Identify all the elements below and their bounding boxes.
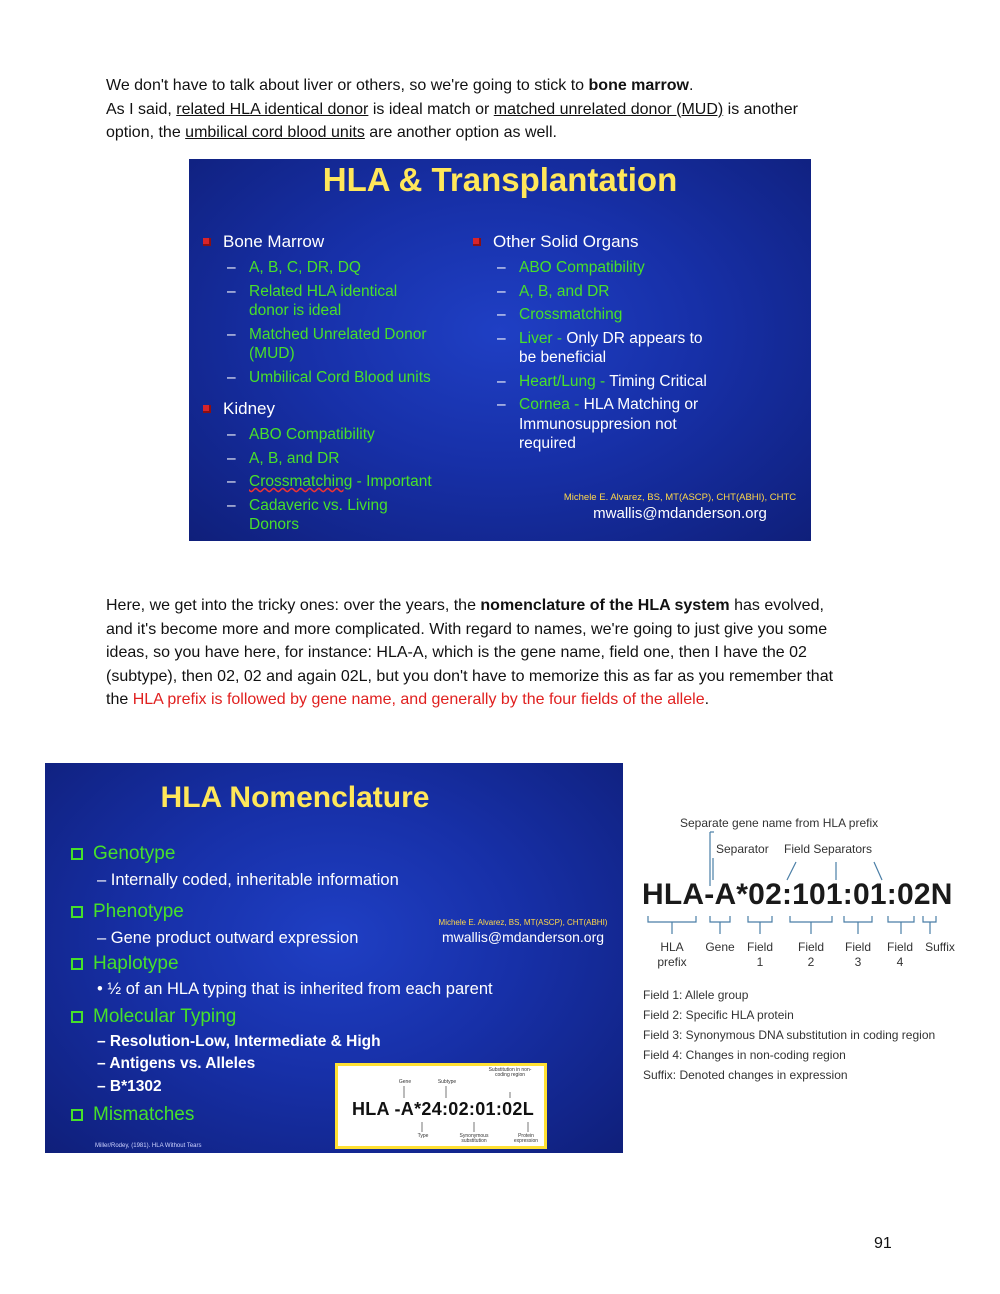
slide1-right-column xyxy=(471,232,801,458)
list-item: – A, B, and DR xyxy=(227,449,340,467)
diagram-separator-label: Separator xyxy=(716,842,769,856)
diagram-allele: HLA-A*02:101:01:02N xyxy=(642,878,953,911)
list-item: – Cornea - HLA Matching or Immunosuppresion not required xyxy=(497,396,699,452)
molecular-typing-item: Molecular Typing xyxy=(71,1006,236,1028)
inset-subtype-label: Subtype xyxy=(437,1079,457,1085)
para2-line2: and it's become more and more complicated. With regard to names, we're going to just give you some xyxy=(106,620,828,638)
para1-line1: We don't have to talk about liver or others, so we're going to stick to bone marrow. xyxy=(106,77,694,94)
intro-paragraph xyxy=(106,74,906,145)
slide-hla-transplantation xyxy=(189,159,811,541)
phenotype-item: Phenotype xyxy=(71,901,184,923)
other-organs-heading: Other Solid Organs xyxy=(493,232,639,251)
haplotype-desc: • ½ of an HLA typing that is inherited from each parent xyxy=(97,980,493,998)
slide-hla-nomenclature xyxy=(45,763,623,1153)
list-item: – Related HLA identical donor is ideal xyxy=(227,282,398,319)
list-item: – ABO Compatibility xyxy=(497,259,645,276)
slide2-footer: Miller/Rodey, (1981). HLA Without Tears xyxy=(95,1143,202,1149)
list-item: – Umbilical Cord Blood units xyxy=(227,368,431,386)
slide2-title: HLA Nomenclature xyxy=(160,781,430,814)
diagram-label-field1: Field 1 xyxy=(746,940,773,969)
para2-line1: Here, we get into the tricky ones: over the years, the nomenclature of the HLA system has evolved, xyxy=(106,597,824,614)
bone-marrow-heading: Bone Marrow xyxy=(223,232,325,251)
list-item: – A, B, and DR xyxy=(497,282,610,300)
list-item: – Heart/Lung - Timing Critical xyxy=(497,372,707,390)
molecular-desc-1: – Resolution-Low, Intermediate & High xyxy=(97,1033,381,1050)
nomenclature-paragraph xyxy=(106,594,896,712)
diagram-label-field2: Field 2 xyxy=(797,940,824,969)
genotype-desc: – Internally coded, inheritable information xyxy=(97,871,399,889)
molecular-desc-3: – B*1302 xyxy=(97,1078,162,1095)
checkbox-bullet-icon xyxy=(71,958,83,970)
para2-line5: the HLA prefix is followed by gene name, and generally by the four fields of the allele. xyxy=(106,691,710,708)
haplotype-item: Haplotype xyxy=(71,953,179,975)
checkbox-bullet-icon xyxy=(71,906,83,918)
checkbox-bullet-icon xyxy=(71,848,83,860)
kidney-heading: Kidney xyxy=(223,399,275,418)
bullet-square-icon xyxy=(473,238,481,246)
list-item: – Crossmatching - Important xyxy=(227,473,432,490)
diagram-label-gene: Gene xyxy=(705,940,735,954)
inset-synonymous-label: Synonymous substitution xyxy=(459,1133,489,1144)
inset-allele: HLA -A*24:02:01:02L xyxy=(351,1099,535,1119)
inset-substitution-label: Substitution in non-coding region xyxy=(488,1067,532,1078)
para1-line3: option, the umbilical cord blood units are another option as well. xyxy=(106,124,557,141)
diagram-def-field3: Field 3: Synonymous DNA substitution in coding region xyxy=(643,1028,936,1042)
diagram-def-field2: Field 2: Specific HLA protein xyxy=(643,1008,794,1022)
list-item: – A, B, C, DR, DQ xyxy=(227,259,361,276)
mismatches-item: Mismatches xyxy=(71,1104,194,1126)
diagram-label-prefix: HLA prefix xyxy=(657,940,687,969)
diagram-field-separators-label: Field Separators xyxy=(784,842,873,856)
diagram-label-field4: Field 4 xyxy=(886,940,913,969)
diagram-def-suffix: Suffix: Denoted changes in expression xyxy=(643,1068,848,1082)
slide1-left-column xyxy=(201,232,461,539)
bullet-square-icon xyxy=(203,238,211,246)
genotype-item: Genotype xyxy=(71,843,175,865)
list-item: – Liver - Only DR appears to be beneficial xyxy=(497,329,703,366)
para2-line4: (subtype), then 02, 02 and again 02L, but you don't have to memorize this as far as you remember that xyxy=(106,667,834,685)
diagram-top-label: Separate gene name from HLA prefix xyxy=(680,816,879,830)
inset-protein-label: Protein expression xyxy=(513,1133,539,1144)
list-item: – Cadaveric vs. Living Donors xyxy=(227,496,388,533)
diagram-label-suffix: Suffix xyxy=(925,940,955,954)
page-number: 91 xyxy=(874,1235,892,1252)
slide2-email: mwallis@mdanderson.org xyxy=(441,929,605,945)
slide1-email: mwallis@mdanderson.org xyxy=(593,505,767,522)
molecular-desc-2: – Antigens vs. Alleles xyxy=(97,1055,256,1072)
para2-line3: ideas, so you have here, for instance: HLA-A, which is the gene name, field one, then I have the 02 xyxy=(106,644,807,661)
slide2-credit: Michele E. Alvarez, BS, MT(ASCP), CHT(ABHI) xyxy=(438,918,608,927)
inset-type-label: Type xyxy=(417,1133,429,1139)
checkbox-bullet-icon xyxy=(71,1109,83,1121)
list-item: – ABO Compatibility xyxy=(227,426,375,443)
checkbox-bullet-icon xyxy=(71,1011,83,1023)
diagram-label-field3: Field 3 xyxy=(844,940,871,969)
list-item: – Crossmatching xyxy=(497,306,623,323)
inset-gene-label: Gene xyxy=(398,1079,412,1085)
slide1-title: HLA & Transplantation xyxy=(322,161,678,198)
allele-example-box xyxy=(335,1063,547,1149)
list-item: – Matched Unrelated Donor (MUD) xyxy=(227,325,427,362)
para1-line2: As I said, related HLA identical donor is ideal match or matched unrelated donor (MUD) is another xyxy=(106,100,798,118)
allele-nomenclature-diagram xyxy=(640,810,980,1100)
diagram-def-field1: Field 1: Allele group xyxy=(643,988,749,1002)
bullet-square-icon xyxy=(203,405,211,413)
diagram-def-field4: Field 4: Changes in non-coding region xyxy=(643,1048,846,1062)
phenotype-desc: – Gene product outward expression xyxy=(97,929,359,947)
slide1-credit: Michele E. Alvarez, BS, MT(ASCP), CHT(ABHI), CHTC xyxy=(563,492,797,503)
